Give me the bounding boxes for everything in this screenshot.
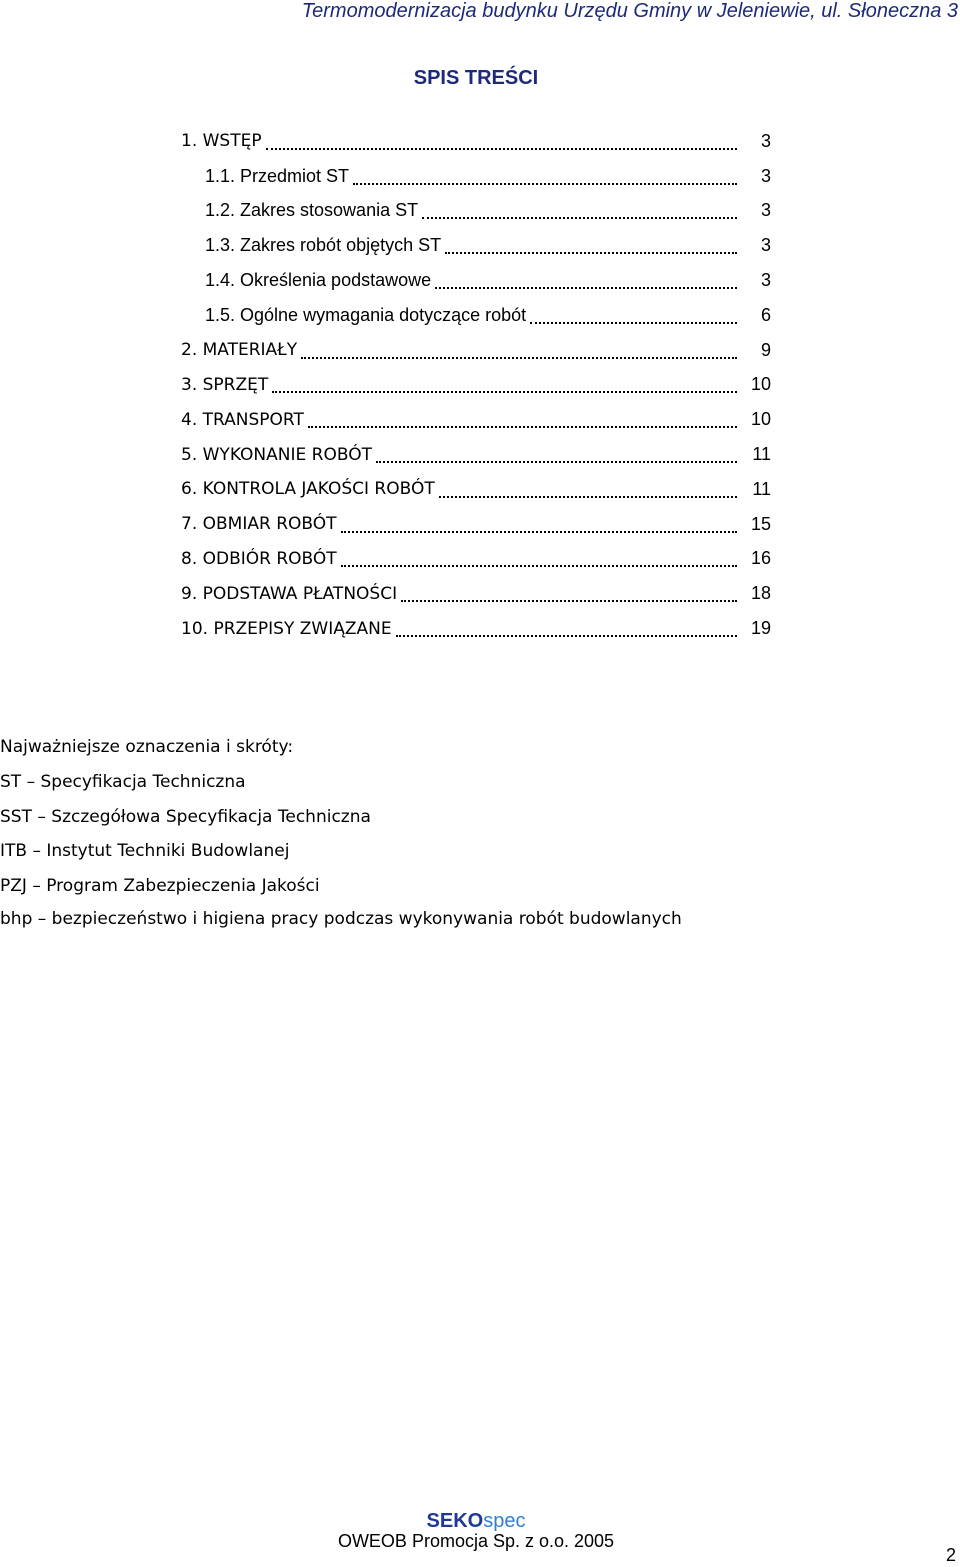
- toc-entry-page: 6: [760, 304, 771, 325]
- footer-logo: [0, 1510, 952, 1533]
- toc-leader-dots: [272, 390, 737, 393]
- running-header: Termomodernizacja budynku Urzędu Gminy w Jeleniewie, ul. Słoneczna 3: [301, 0, 958, 22]
- toc-leader-dots: [445, 251, 737, 254]
- toc-leader-dots: [376, 460, 737, 463]
- toc-entry-label: 8. ODBIÓR ROBÓT: [181, 549, 341, 569]
- toc-leader-dots: [301, 356, 737, 359]
- toc-entry-label: 1. WSTĘP: [181, 131, 266, 151]
- toc-leader-dots: [341, 530, 737, 533]
- toc-entry-label: 2. MATERIAŁY: [181, 340, 301, 360]
- toc-entry-label: 1.2. Zakres stosowania ST: [205, 200, 422, 221]
- table-of-contents: [181, 124, 771, 646]
- toc-entry[interactable]: [181, 228, 771, 263]
- toc-entry-label: 1.5. Ogólne wymagania dotyczące robót: [205, 305, 530, 326]
- toc-entry-page: 11: [752, 444, 771, 465]
- toc-entry[interactable]: [181, 263, 771, 298]
- toc-entry[interactable]: [181, 402, 771, 437]
- toc-title: SPIS TREŚCI: [413, 67, 539, 89]
- toc-entry[interactable]: [181, 333, 771, 368]
- toc-entry-label: 6. KONTROLA JAKOŚCI ROBÓT: [181, 479, 439, 499]
- logo-text-primary: SEKO: [426, 1510, 484, 1532]
- toc-entry-page: 19: [750, 618, 771, 639]
- toc-entry[interactable]: [181, 472, 771, 507]
- abbreviation-item: ITB – Instytut Techniki Budowlanej: [0, 841, 290, 862]
- toc-entry[interactable]: [181, 298, 771, 333]
- toc-leader-dots: [266, 147, 737, 150]
- abbreviations-section: [0, 730, 760, 934]
- toc-entry[interactable]: [181, 611, 771, 646]
- toc-entry[interactable]: [181, 124, 771, 159]
- toc-leader-dots: [401, 599, 737, 602]
- toc-entry-label: 7. OBMIAR ROBÓT: [181, 514, 341, 534]
- toc-entry[interactable]: [181, 159, 771, 194]
- toc-entry[interactable]: [181, 542, 771, 577]
- toc-entry[interactable]: [181, 194, 771, 229]
- toc-entry-label: 1.1. Przedmiot ST: [205, 166, 353, 187]
- toc-leader-dots: [396, 634, 737, 637]
- toc-entry-label: 9. PODSTAWA PŁATNOŚCI: [181, 584, 401, 604]
- toc-entry-label: 1.4. Określenia podstawowe: [205, 270, 435, 291]
- toc-entry-page: 10: [750, 374, 771, 395]
- toc-leader-dots: [439, 495, 737, 498]
- toc-entry-page: 3: [760, 270, 771, 291]
- toc-leader-dots: [308, 425, 737, 428]
- toc-entry[interactable]: [181, 368, 771, 403]
- toc-entry-page: 11: [752, 478, 771, 499]
- toc-entry-page: 10: [750, 409, 771, 430]
- logo-text-secondary: spec: [483, 1510, 526, 1532]
- toc-entry-page: 16: [750, 548, 771, 569]
- abbreviation-item: ST – Specyfikacja Techniczna: [0, 771, 246, 792]
- toc-entry-label: 10. PRZEPISY ZWIĄZANE: [181, 619, 396, 639]
- toc-entry[interactable]: [181, 437, 771, 472]
- abbreviation-item: SST – Szczegółowa Specyfikacja Techniczna: [0, 806, 371, 827]
- toc-leader-dots: [422, 216, 737, 219]
- toc-leader-dots: [341, 564, 737, 567]
- abbreviations-heading: Najważniejsze oznaczenia i skróty:: [0, 737, 294, 757]
- toc-entry[interactable]: [181, 576, 771, 611]
- toc-entry-page: 9: [760, 339, 771, 360]
- footer-company: OWEOB Promocja Sp. z o.o. 2005: [337, 1531, 615, 1551]
- toc-entry-page: 3: [760, 235, 771, 256]
- toc-entry[interactable]: [181, 507, 771, 542]
- toc-entry-label: 4. TRANSPORT: [181, 410, 308, 430]
- toc-leader-dots: [530, 321, 737, 324]
- toc-entry-label: 3. SPRZĘT: [181, 375, 272, 395]
- page-number: 2: [945, 1545, 956, 1565]
- toc-entry-page: 3: [760, 165, 771, 186]
- toc-entry-page: 15: [750, 513, 771, 534]
- toc-entry-label: 5. WYKONANIE ROBÓT: [181, 445, 376, 465]
- abbreviation-item: PZJ – Program Zabezpieczenia Jakości: [0, 876, 320, 897]
- toc-leader-dots: [353, 182, 737, 185]
- toc-entry-page: 3: [760, 200, 771, 221]
- toc-entry-page: 3: [760, 130, 771, 151]
- abbreviation-item: bhp – bezpieczeństwo i higiena pracy podczas wykonywania robót budowlanych: [0, 908, 682, 929]
- toc-entry-page: 18: [750, 583, 771, 604]
- toc-leader-dots: [435, 286, 737, 289]
- toc-entry-label: 1.3. Zakres robót objętych ST: [205, 235, 445, 256]
